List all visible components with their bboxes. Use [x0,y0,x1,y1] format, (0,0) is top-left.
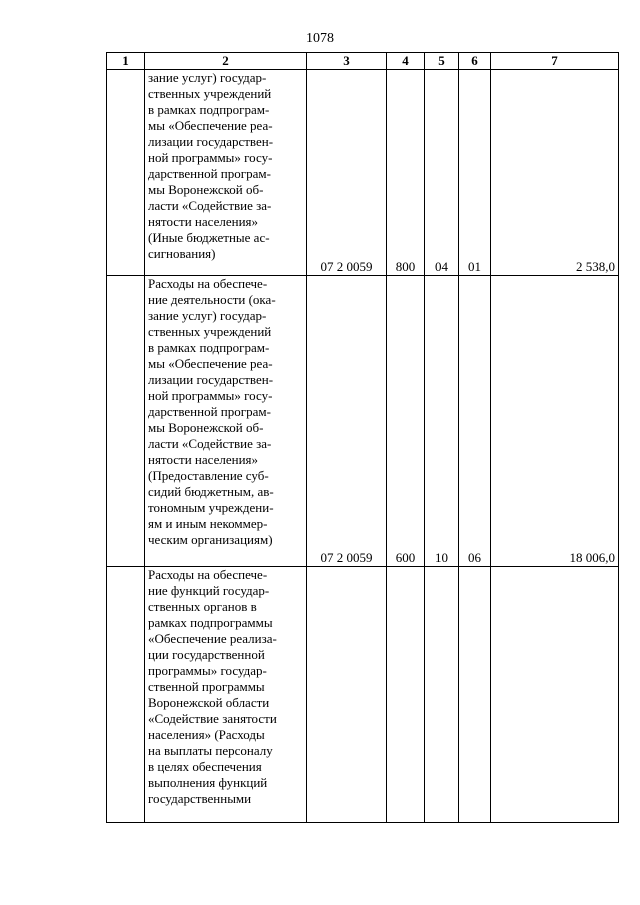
table-row [107,567,619,823]
header-col-2: 2 [145,53,307,70]
row-index-cell [107,276,145,567]
amount-cell: 2 538,0 [491,70,619,276]
subsection-cell [459,567,491,823]
code-cell [307,567,387,823]
subsection-cell: 01 [459,70,491,276]
section-cell [425,567,459,823]
header-col-5: 5 [425,53,459,70]
header-col-7: 7 [491,53,619,70]
budget-table [106,52,619,823]
row-index-cell [107,70,145,276]
type-cell: 600 [387,276,425,567]
header-col-4: 4 [387,53,425,70]
table-row [107,276,619,567]
type-cell [387,567,425,823]
amount-cell: 18 006,0 [491,276,619,567]
subsection-cell: 06 [459,276,491,567]
header-col-3: 3 [307,53,387,70]
description-cell: Расходы на обеспече- ние деятельности (ока- зание услуг) государ- ственных учреждений в рамках подпрограм- мы «Обеспечение реа- лизации государствен- ной программы» госу- дарственной програм- мы Воронежской об- ласти «Содействие за- нятости населения» (Предоставление суб- сидий бюджетным, ав- тономным учреждени- ям и иным некоммер- ческим организациям) [145,276,307,567]
header-row [107,53,619,70]
section-cell: 04 [425,70,459,276]
description-cell: Расходы на обеспече- ние функций государ- ственных органов в рамках подпрограммы «Обеспечение реализа- ции государственной программы» государ- ственной программы Воронежской области «Содействие занятости населения» (Расходы на выплаты персоналу в целях обеспечения выполнения функций государственными [145,567,307,823]
amount-cell [491,567,619,823]
page-number: 1078 [306,31,334,46]
header-col-6: 6 [459,53,491,70]
row-index-cell [107,567,145,823]
description-cell: зание услуг) государ- ственных учреждений в рамках подпрограм- мы «Обеспечение реа- лизации государствен- ной программы» госу- дарственной програм- мы Воронежской об- ласти «Содействие за- нятости населения» (Иные бюджетные ас- сигнования) [145,70,307,276]
type-cell: 800 [387,70,425,276]
code-cell: 07 2 0059 [307,276,387,567]
table-row [107,70,619,276]
code-cell: 07 2 0059 [307,70,387,276]
header-col-1: 1 [107,53,145,70]
section-cell: 10 [425,276,459,567]
